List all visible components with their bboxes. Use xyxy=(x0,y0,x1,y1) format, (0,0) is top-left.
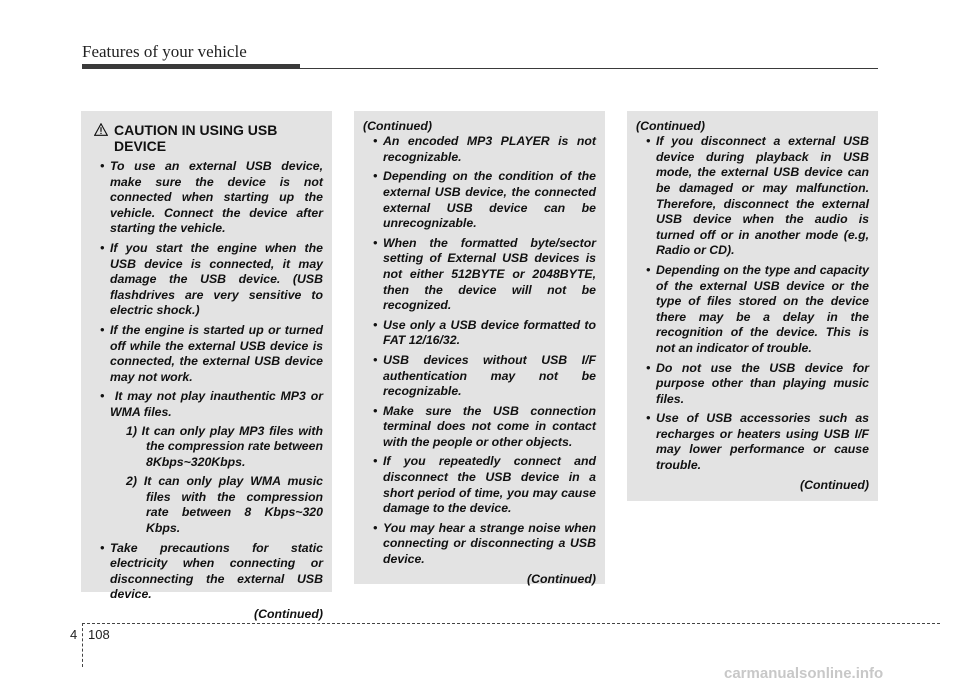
list-item: • To use an external USB device, make sure the device is not connected when starting up the vehicle. Connect the device after starting the vehicle. xyxy=(90,159,323,237)
chapter-number: 4 xyxy=(70,627,78,642)
site-watermark: carmanualsonline.info xyxy=(724,665,884,682)
list-item: • If you disconnect a external USB device during playback in USB mode, the external USB device can be damaged or may malfunction. Therefore, disconnect the external USB device when the audio is turned off or in another mode (e.g, Radio or CD). xyxy=(636,134,869,259)
list-item: • Do not use the USB device for purpose other than playing music files. xyxy=(636,361,869,408)
header-rule xyxy=(82,68,878,69)
footer-rule xyxy=(82,623,940,624)
page-number: 108 xyxy=(88,627,110,642)
continued-label: (Continued) xyxy=(363,119,432,133)
list-item: • If you repeatedly connect and disconnect the USB device in a short period of time, you may cause damage to the device. xyxy=(363,454,596,516)
continued-label: (Continued) xyxy=(527,571,596,586)
caution-panel-2 xyxy=(354,111,605,584)
sub-list-item: 1) It can only play MP3 files with the compression rate between 8Kbps~320Kbps. xyxy=(126,423,323,469)
list-item: • USB devices without USB I/F authentication may not be recognizable. xyxy=(363,353,596,400)
caution-heading xyxy=(90,122,323,154)
list-item: • Use of USB accessories such as recharges or heaters using USB I/F may lower performance or cause trouble. xyxy=(636,411,869,473)
footer-divider xyxy=(82,623,83,667)
list-item: • Depending on the condition of the external USB device, the connected external USB device can be unrecognizable. xyxy=(363,169,596,231)
list-item: • If the engine is started up or turned off while the external USB device is connected, the external USB device may not work. xyxy=(90,323,323,385)
list-item-with-subitems xyxy=(90,389,323,536)
page-header-title: Features of your vehicle xyxy=(82,42,247,61)
sub-list-item: 2) It can only play WMA music files with the compression rate between 8 Kbps~320 Kbps. xyxy=(126,474,323,536)
list-item: • If you start the engine when the USB device is connected, it may damage the USB device. (USB flashdrives are very sensitive to electric shock.) xyxy=(90,241,323,319)
list-item: • An encoded MP3 PLAYER is not recognizable. xyxy=(363,134,596,165)
warning-triangle-icon xyxy=(94,123,108,136)
list-item: • Make sure the USB connection terminal does not come in contact with the people or other objects. xyxy=(363,404,596,451)
list-item: • Use only a USB device formatted to FAT 12/16/32. xyxy=(363,318,596,349)
list-item-text: It may not play inauthentic MP3 or WMA files. xyxy=(110,389,323,419)
caution-heading-text: CAUTION IN USING USB DEVICE xyxy=(114,122,278,154)
list-item: • Take precautions for static electricity when connecting or disconnecting the external USB device. xyxy=(90,541,323,603)
continued-label: (Continued) xyxy=(254,607,323,622)
continued-label: (Continued) xyxy=(636,119,705,133)
continued-label: (Continued) xyxy=(800,477,869,492)
list-item: • Depending on the type and capacity of the external USB device or the type of files stored on the device there may be a delay in the recognition of the device. This is not an indicator of trouble. xyxy=(636,263,869,357)
caution-panel-3 xyxy=(627,111,878,501)
list-item: • When the formatted byte/sector setting of External USB devices is not either 512BYTE or 2048BYTE, then the device will not be recognized. xyxy=(363,236,596,314)
list-item: • You may hear a strange noise when connecting or disconnecting a USB device. xyxy=(363,521,596,568)
caution-panel-1 xyxy=(81,111,332,622)
